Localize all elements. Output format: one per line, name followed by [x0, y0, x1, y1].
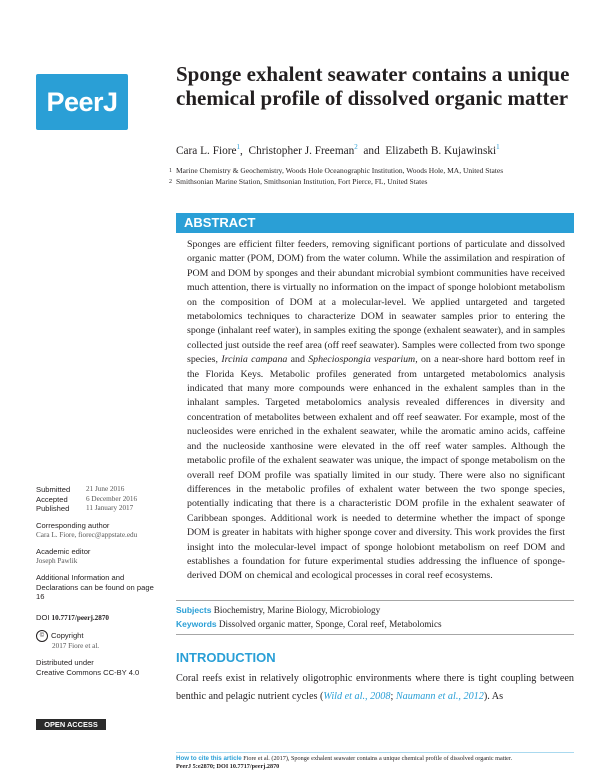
affiliation-item: 2 Smithsonian Marine Station, Smithsonian Institution, Fort Pierce, FL, United States: [169, 176, 428, 186]
divider: [176, 634, 574, 635]
introduction-heading: INTRODUCTION: [176, 650, 276, 665]
peerj-logo: [36, 74, 128, 130]
copyright-block: © Copyright 2017 Fiore et al.: [36, 630, 160, 652]
species-name: Ircinia campana: [221, 354, 288, 366]
author-affiliation-mark: 2: [354, 143, 358, 151]
affiliation-item: 1 Marine Chemistry & Geochemistry, Woods Hole Oceanographic Institution, Woods Hole, MA, United States: [169, 166, 504, 175]
abstract-heading-bar: [176, 213, 574, 233]
subjects-value[interactable]: Biochemistry, Marine Biology, Microbiology: [213, 605, 381, 615]
doi-link[interactable]: 10.7717/peerj.2870: [51, 614, 110, 622]
keywords-value: Dissolved organic matter, Sponge, Coral reef, Metabolomics: [218, 619, 442, 629]
open-access-badge: OPEN ACCESS: [36, 719, 106, 730]
subjects-line: [176, 605, 380, 615]
logo-text: PeerJ: [46, 87, 118, 117]
abstract-text: Sponges are efficient filter feeders, removing significant portions of particulate and dissolved organic matter (POM, DOM) from the water column. While the assimilation and respiration of POM and DOM by sponges and their abundant microbial symbiont communities have received much attention, there is virtually no information on the impact of sponge holobiont metabolism on the composition of DOM at a molecular-level. We applied untargeted and targeted metabolomics techniques to characterize DOM in seawater samples prior to entering the sponge (inhalant reef water), in samples exiting the sponge (exhalent seawater), and in samples collected just outside the reef area (off reef seawater). Samples were collected from two sponge species, Ircinia campana and Spheciospongia vesparium, on a near-shore hard bottom reef in the Florida Keys. Metabolic profiles generated from untargeted metabolomics analysis indicated that many more compounds were enhanced in the exhalent samples than in the inhalant samples. Targeted metabolomics analysis revealed differences in diversity and concentration of metabolites between exhalent and off reef seawater. For example, most of the nucleosides were enriched in the exhalent seawater, while the aromatic amino acids, caffeine and the nucleoside xanthosine were elevated in the off reef water samples. Although the metabolic profile of the exhalent seawater was unique, the impact of sponge metabolism on the overall reef DOM profile was spatially limited in our study. There were also no significant differences in the metabolic profiles of exhalent water between the two sponge species, potentially indicating that there is a characteristic DOM profile in the exhalent seawater of Caribbean sponges. Additional work is needed to determine whether the impact of sponge DOM is greater in habitats with higher sponge cover and diversity. This work provides the first insight into the molecular-level impact of sponge holobiont metabolism on reef DOM and establishes a foundation for future experimental studies addressing the influence of sponge-derived DOM on chemical and ecological processes in coral reef ecosystems.: [187, 239, 566, 582]
additional-info: Additional Information and Declarations can be found on page 16: [36, 573, 154, 602]
abstract-heading: ABSTRACT: [184, 215, 256, 230]
footer-citation: How to cite this article Fiore et al. (2017), Sponge exhalent seawater contains a unique chemical profile of dissolved organic matter. PeerJ 5:e2870; DOI 10.7717/peerj.2870: [176, 755, 596, 771]
citation-link[interactable]: Wild et al., 2008: [323, 691, 391, 702]
author-list: Cara L. Fiore$^1$, Christopher J. Freeman$^2$ and Elizabeth B. Kujawinski$^1$: [176, 143, 500, 157]
introduction-text: Coral reefs exist in relatively oligotrophic environments where there is tight coupling between benthic and pelagic nutrient cycles (Wild et al., 2008; Naumann et al., 2012). As: [176, 673, 574, 702]
corresponding-author[interactable]: Cara L. Fiore, fiorec@appstate.edu: [36, 530, 138, 539]
author-name[interactable]: Cara L. Fiore: [176, 144, 237, 157]
author-name[interactable]: Elizabeth B. Kujawinski: [385, 144, 497, 157]
academic-editor: Joseph Pawlik: [36, 556, 78, 565]
accepted-row: Accepted 6 December 2016: [36, 494, 138, 504]
author-affiliation-mark: 1: [496, 143, 500, 151]
author-affiliation-mark: 1: [236, 143, 241, 151]
affiliations: [169, 166, 556, 187]
keywords-label: Keywords: [176, 619, 217, 629]
keywords-line: [176, 619, 442, 629]
species-name: Spheciospongia vesparium: [308, 354, 416, 366]
published-row: Published 11 January 2017: [36, 504, 134, 514]
divider: [176, 600, 574, 601]
license-block: Distributed under Creative Commons CC-BY 4.0: [36, 658, 160, 677]
footer-divider: [176, 752, 574, 753]
submitted-row: Submitted 21 June 2016: [36, 485, 125, 494]
dates-block: [36, 485, 160, 514]
editor-block: Academic editor Joseph Pawlik: [36, 547, 160, 566]
author-name[interactable]: Christopher J. Freeman: [248, 144, 355, 157]
copyright-icon: ©: [36, 630, 48, 642]
corresponding-author-block: Corresponding author Cara L. Fiore, fiorec@appstate.edu: [36, 521, 160, 540]
citation-link[interactable]: Naumann et al., 2012: [395, 691, 484, 702]
footer-cite-label: How to cite this article: [176, 755, 242, 762]
subjects-label: Subjects: [176, 605, 212, 615]
doi-line: DOI 10.7717/peerj.2870: [36, 613, 110, 622]
footer-journal-ref[interactable]: PeerJ 5:e2870; DOI 10.7717/peerj.2870: [176, 763, 280, 770]
paper-title: Sponge exhalent seawater contains a unique chemical profile of dissolved organic matter: [176, 62, 570, 110]
license-link[interactable]: Creative Commons CC-BY 4.0: [36, 667, 140, 677]
